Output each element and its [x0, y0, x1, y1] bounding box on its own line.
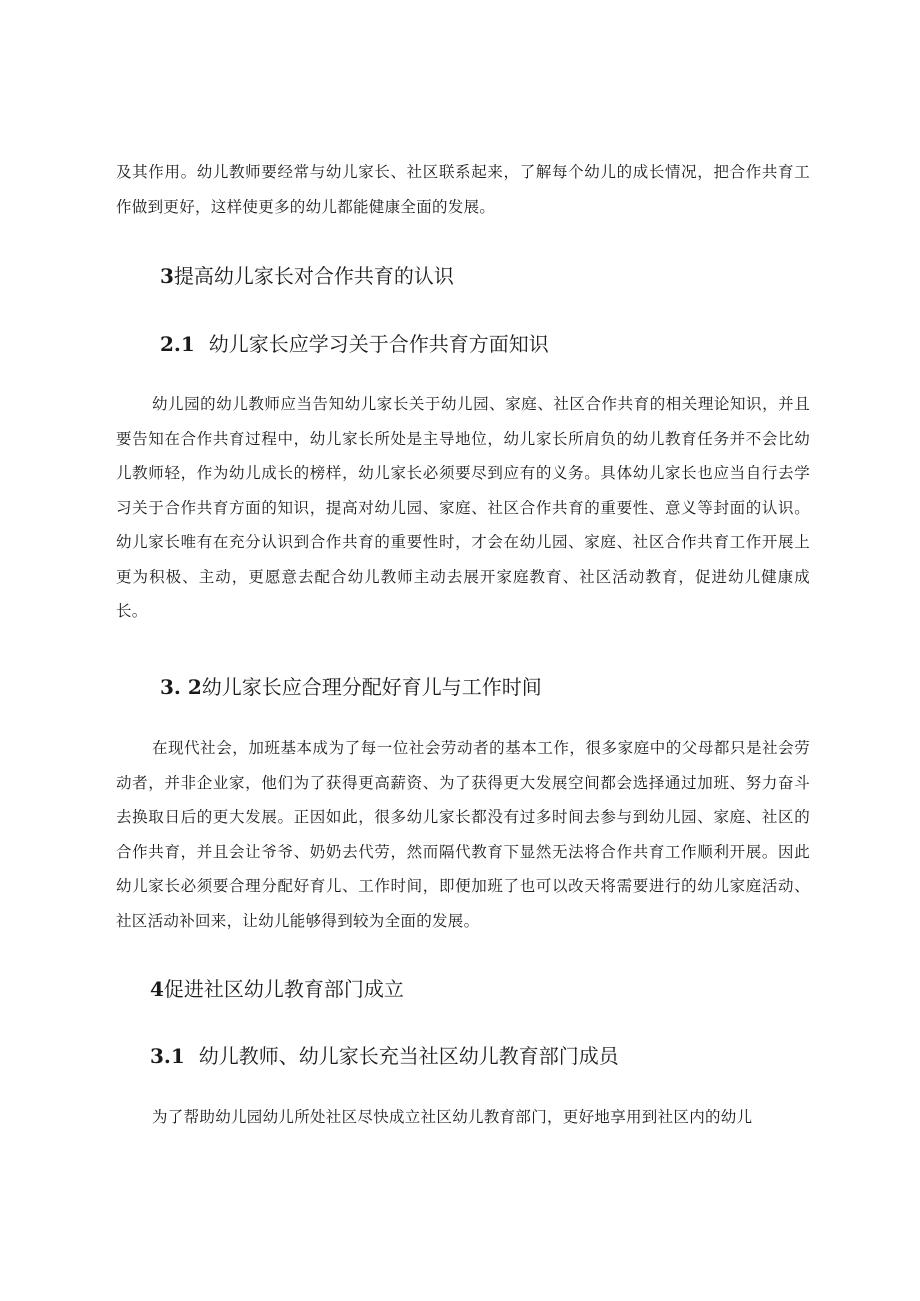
- subsection-heading-3-1: [150, 1042, 619, 1070]
- paragraph-time-allocation: 在现代社会，加班基本成为了每一位社会劳动者的基本工作，很多家庭中的父母都只是社会劳动者，并非企业家，他们为了获得更高薪资、为了获得更大发展空间都会选择通过加班、努力奋斗去换取日后的更大发展。正因如此，很多幼儿家长都没有过多时间去参与到幼儿园、家庭、社区的合作共育，并且会让爷爷、奶奶去代劳，然而隔代教育下显然无法将合作共育工作顺利开展。因此幼儿家长必须要合理分配好育儿、工作时间，即便加班了也可以改天将需要进行的幼儿家庭活动、社区活动补回来，让幼儿能够得到较为全面的发展。: [116, 739, 810, 930]
- section-heading-4: [150, 975, 404, 1003]
- section-number: 4: [150, 977, 164, 1001]
- paragraph-parents-learning: 幼儿园的幼儿教师应当告知幼儿家长关于幼儿园、家庭、社区合作共育的相关理论知识，并且要告知在合作共育过程中，幼儿家长所处是主导地位，幼儿家长所肩负的幼儿教育任务并不会比幼儿教师轻，作为幼儿成长的榜样，幼儿家长必须要尽到应有的义务。具体幼儿家长也应当自行去学习关于合作共育方面的知识，提高对幼儿园、家庭、社区合作共育的重要性、意义等封面的认识。幼儿家长唯有在充分认识到合作共育的重要性时，才会在幼儿园、家庭、社区合作共育工作开展上更为积极、主动，更愿意去配合幼儿教师主动去展开家庭教育、社区活动教育，促进幼儿健康成长。: [116, 395, 810, 620]
- subsection-number: 3. 2: [160, 675, 202, 699]
- section-heading-3: [160, 262, 454, 290]
- section-title: 提高幼儿家长对合作共育的认识: [173, 264, 454, 288]
- section-number: 3: [160, 264, 174, 288]
- subsection-number: 3.1: [150, 1044, 185, 1068]
- paragraph-intro-continued: 及其作用。幼儿教师要经常与幼儿家长、社区联系起来，了解每个幼儿的成长情况，把合作共育工作做到更好，这样使更多的幼儿都能健康全面的发展。: [116, 163, 810, 216]
- subsection-number: 2.1: [160, 332, 195, 356]
- subsection-title: 幼儿家长应合理分配好育儿与工作时间: [201, 675, 542, 699]
- subsection-heading-2-1: [160, 330, 549, 358]
- subsection-title: 幼儿家长应学习关于合作共育方面知识: [208, 332, 549, 356]
- section-title: 促进社区幼儿教育部门成立: [163, 977, 404, 1001]
- subsection-heading-3-2: [160, 673, 542, 701]
- subsection-title: 幼儿教师、幼儿家长充当社区幼儿教育部门成员: [198, 1044, 619, 1068]
- paragraph-community-department: 为了帮助幼儿园幼儿所处社区尽快成立社区幼儿教育部门，更好地享用到社区内的幼儿: [152, 1108, 753, 1126]
